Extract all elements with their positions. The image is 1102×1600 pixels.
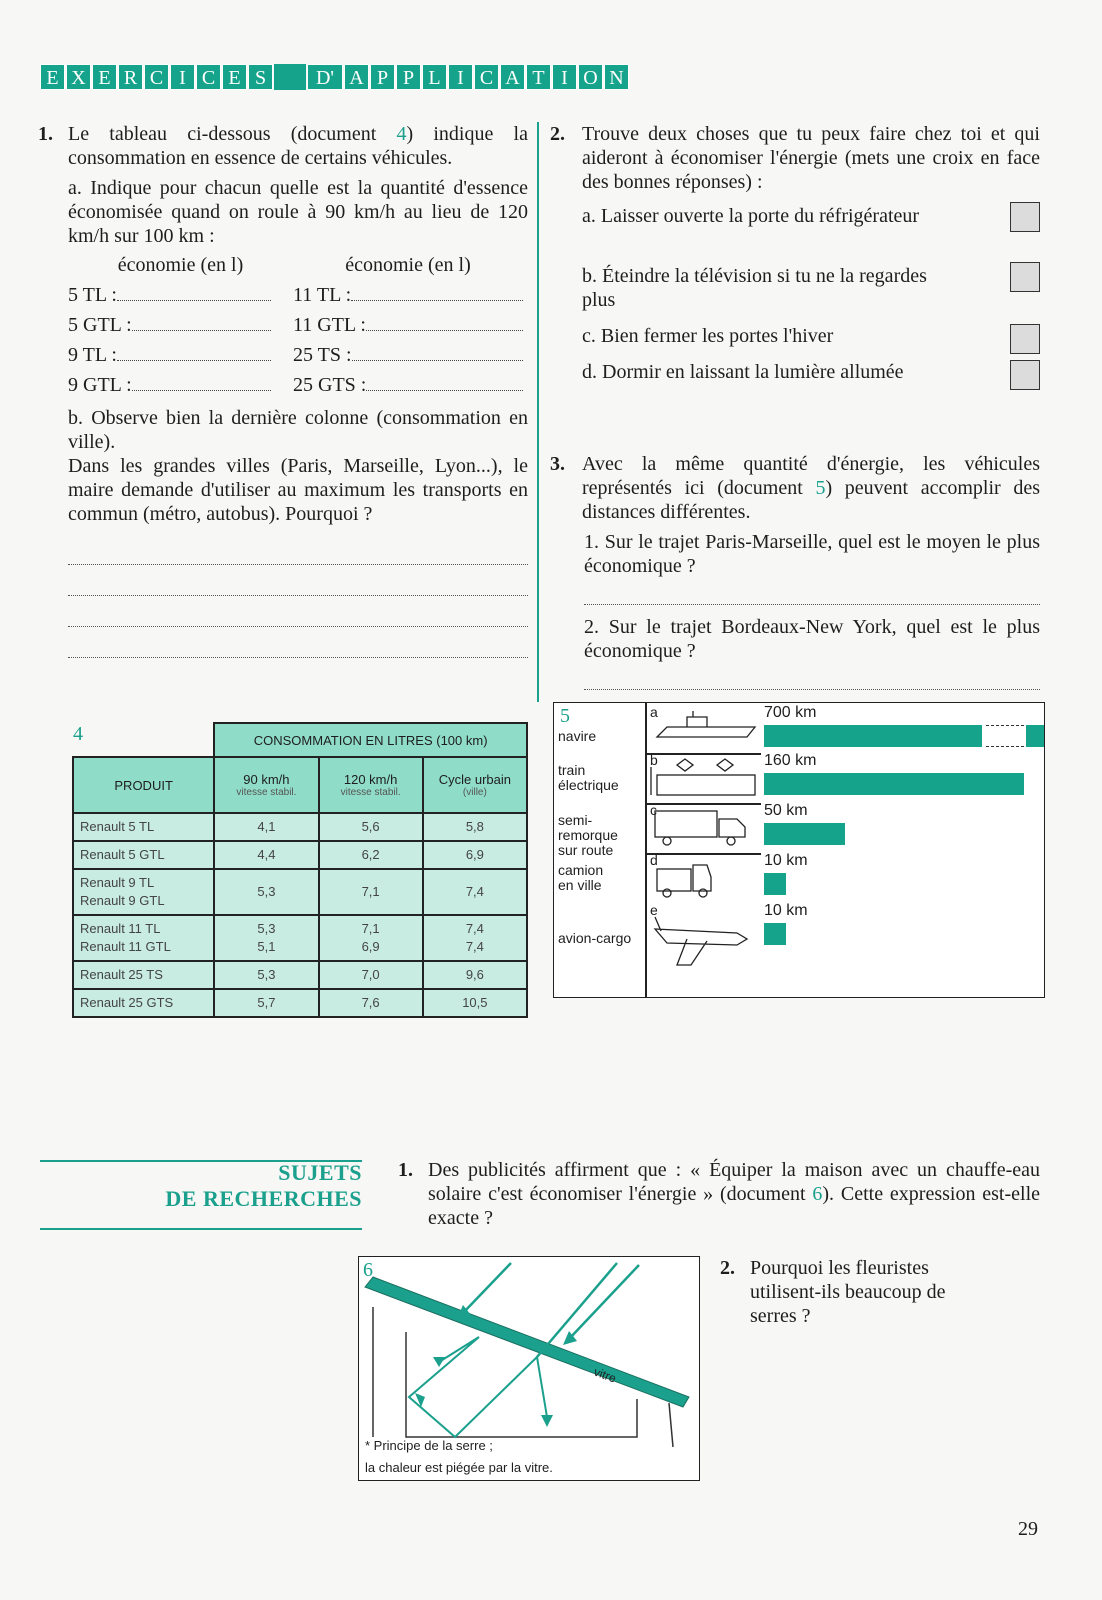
vehicle-name-line: camion: [558, 862, 604, 878]
option-row: [582, 360, 1040, 396]
economy-item: [68, 372, 293, 402]
option-row: [582, 204, 1040, 264]
header-letter: R: [118, 64, 143, 90]
cell-text: Renault 5 TL: [80, 819, 155, 834]
header-letter: O: [578, 64, 603, 90]
value-cell: [423, 869, 527, 915]
bar: [764, 773, 1024, 795]
option-label: d. Dormir en laissant la lumière allumée: [582, 361, 904, 383]
product-cell: [73, 961, 214, 989]
exercise-3-number: 3.: [550, 453, 565, 475]
doc6-caption-line-1: * Principe de la serre ;: [365, 1438, 493, 1453]
bar-value-label: 10 km: [764, 852, 808, 869]
economy-header-left: économie (en l): [117, 254, 244, 276]
economy-header-right: économie (en l): [345, 254, 471, 276]
cell-text: 5,7: [257, 995, 276, 1010]
col-120kmh-header: [319, 757, 423, 813]
axis-break: [986, 725, 1024, 747]
document-5: [553, 702, 1045, 998]
ship-icon: [687, 711, 707, 727]
cell-text: Renault 9 GTL: [80, 893, 165, 908]
doc4-label: 4: [73, 723, 83, 745]
consumption-table: [72, 722, 528, 1018]
vehicle-letter: c: [650, 802, 657, 818]
economy-item-label: 9 TL :: [68, 344, 117, 366]
product-cell: [73, 841, 214, 869]
economy-item: [293, 342, 523, 372]
vehicle-letter: a: [650, 704, 658, 720]
answer-line[interactable]: [68, 596, 528, 627]
table-group-header: CONSOMMATION EN LITRES (100 km): [214, 723, 527, 757]
cell-text: 9,6: [465, 967, 484, 982]
header-letter: T: [526, 64, 551, 90]
cell-text: Renault 11 GTL: [80, 939, 171, 954]
vehicle-name-line: sur route: [558, 842, 614, 858]
exercise-1-intro-a: Le tableau ci-dessous (document: [68, 123, 377, 145]
column-subtitle: (ville): [462, 787, 487, 798]
header-letter: C: [474, 64, 499, 90]
column-title: 90 km/h: [243, 772, 290, 787]
answer-line[interactable]: [68, 627, 528, 658]
value-cell: [319, 989, 423, 1017]
product-column-header: PRODUIT: [73, 757, 214, 813]
exercise-3-intro: [550, 452, 1040, 524]
value-cell: [423, 813, 527, 841]
table-row: [73, 915, 527, 961]
header-letter: I: [552, 64, 577, 90]
economy-answer-field[interactable]: [132, 312, 271, 331]
value-cell: [319, 961, 423, 989]
vehicle-name: [558, 763, 619, 793]
header-letter: A: [500, 64, 525, 90]
semi-trailer-icon: [663, 837, 671, 845]
product-cell: [73, 915, 214, 961]
economy-answer-field[interactable]: [117, 342, 271, 361]
header-letter: C: [196, 64, 221, 90]
bar-value-label: 10 km: [764, 902, 808, 919]
research-q1-number: 1.: [398, 1159, 413, 1181]
value-cell: [214, 989, 318, 1017]
exercise-1-intro: [38, 122, 528, 170]
economy-answer-field[interactable]: [366, 372, 523, 391]
vehicle-letter: d: [650, 852, 658, 868]
cell-text: 5,6: [361, 819, 380, 834]
value-cell: [423, 961, 527, 989]
recherches-title: [40, 1160, 362, 1212]
option-checkbox[interactable]: [1010, 324, 1040, 354]
product-cell: [73, 869, 214, 915]
value-cell: [319, 841, 423, 869]
economy-item-label: 5 GTL :: [68, 314, 132, 336]
doc5-reference: 5: [815, 477, 826, 499]
value-cell: [319, 869, 423, 915]
value-cell: [214, 961, 318, 989]
option-checkbox[interactable]: [1010, 262, 1040, 292]
cell-text: 10,5: [462, 995, 488, 1010]
research-q1-text-b: ). Cette expression est-elle exacte ?: [428, 1183, 1041, 1229]
value-cell: [423, 989, 527, 1017]
value-cell: [214, 869, 318, 915]
exercise-1-question-b2: Dans les grandes villes (Paris, Marseille, Lyon...), le maire demande d'utiliser au maximum les transports en commun (métro, autobus). Pourquoi ?: [68, 455, 528, 525]
cell-text: 6,2: [361, 847, 380, 862]
economy-answer-field[interactable]: [351, 282, 523, 301]
cell-text: Renault 5 GTL: [80, 847, 165, 862]
research-q1-text-a: Des publicités affirment que : « Équiper la maison avec un chauffe-eau solaire c'est économiser l'énergie » (document: [428, 1159, 1040, 1205]
header-letter: P: [370, 64, 395, 90]
bar: [764, 923, 786, 945]
economy-item-label: 9 GTL :: [68, 374, 132, 396]
column-title: Cycle urbain: [438, 772, 511, 787]
bar-tail: [1026, 725, 1044, 747]
section-header: [40, 64, 630, 92]
option-label: a. Laisser ouverte la porte du réfrigérateur: [582, 205, 920, 227]
exercise-1-intro-b: ) indique la consommation en essence de certains véhicules.: [68, 123, 528, 169]
col-urban-header: [423, 757, 527, 813]
exercise-1-question-a: a. Indique pour chacun quelle est la quantité d'essence économisée quand on roule à 90 km/h au lieu de 120 km/h sur 100 km :: [68, 177, 528, 247]
truck-icon: [693, 865, 711, 891]
answer-line[interactable]: [584, 578, 1040, 605]
truck-icon: [657, 869, 691, 891]
vehicle-name-line: avion-cargo: [558, 930, 632, 946]
doc6-label: 6: [363, 1259, 373, 1281]
glass-label: vitre: [591, 1364, 619, 1386]
product-cell: [73, 813, 214, 841]
exercise-2-number: 2.: [550, 123, 565, 145]
economy-item-label: 5 TL :: [68, 284, 117, 306]
table-row: [73, 961, 527, 989]
vehicle-letter: b: [650, 752, 658, 768]
column-subtitle: vitesse stabil.: [236, 787, 297, 798]
option-label: c. Bien fermer les portes l'hiver: [582, 325, 834, 347]
exercise-1: [38, 122, 528, 658]
bar: [764, 873, 786, 895]
ship-icon: [657, 727, 755, 737]
header-letter: P: [396, 64, 421, 90]
value-cell: [319, 915, 423, 961]
table-row: [73, 841, 527, 869]
doc4-reference: 4: [396, 123, 407, 145]
column-title: 120 km/h: [343, 772, 398, 787]
recherches-title-line-1: SUJETS: [278, 1160, 362, 1185]
truck-icon: [663, 889, 671, 897]
header-letter: C: [144, 64, 169, 90]
vehicle-name: [558, 729, 596, 744]
table-row: [73, 869, 527, 915]
option-row: [582, 324, 1040, 360]
value-cell: [319, 813, 423, 841]
header-letter: S: [248, 64, 273, 90]
column-subtitle: vitesse stabil.: [340, 787, 401, 798]
header-letter: E: [222, 64, 247, 90]
value-cell: [214, 915, 318, 961]
exercise-2: [550, 122, 1040, 396]
cell-text: 7,4: [465, 884, 484, 899]
economy-answer-field[interactable]: [132, 372, 271, 391]
cell-text: 7,1: [361, 884, 380, 899]
recherches-bottom-rule: [40, 1228, 362, 1230]
bar: [764, 823, 845, 845]
header-letter: L: [422, 64, 447, 90]
train-icon: [657, 775, 755, 795]
vehicle-name-line: en ville: [558, 877, 602, 893]
exercise-1-question-b1: b. Observe bien la dernière colonne (consommation en ville).: [68, 407, 528, 453]
economy-item-label: 25 GTS :: [293, 374, 367, 396]
doc6-reference: 6: [812, 1183, 823, 1205]
option-row: [582, 264, 1040, 324]
economy-answer-field[interactable]: [117, 282, 271, 301]
answer-line[interactable]: [68, 538, 528, 565]
exercise-1-number: 1.: [38, 123, 53, 145]
cell-text: 4,1: [257, 819, 276, 834]
header-letter: N: [604, 64, 629, 90]
vehicle-name-line: navire: [558, 728, 597, 744]
header-gap: [274, 64, 306, 90]
exercise-3: [550, 452, 1040, 690]
vehicle-name-line: train: [558, 762, 586, 778]
cell-text: Renault 9 TL: [80, 875, 155, 890]
exercise-2-intro: [550, 122, 1040, 194]
doc6-caption-line-2: la chaleur est piégée par la vitre.: [365, 1460, 553, 1475]
cell-text: Renault 25 TS: [80, 967, 163, 982]
cell-text: 7,4: [465, 921, 484, 936]
cell-text: 5,1: [257, 939, 276, 954]
economy-answer-field[interactable]: [366, 312, 523, 331]
header-letter: E: [92, 64, 117, 90]
economy-answer-field[interactable]: [352, 342, 523, 361]
vehicle-name: [558, 813, 618, 858]
cell-text: 6,9: [465, 847, 484, 862]
cell-text: Renault 25 GTS: [80, 995, 174, 1010]
exercise-3-question-1: 1. Sur le trajet Paris-Marseille, quel est le moyen le plus économique ?: [584, 531, 1040, 577]
value-cell: [214, 841, 318, 869]
research-q2-number: 2.: [720, 1257, 735, 1279]
economy-item: [293, 372, 523, 402]
answer-line[interactable]: [68, 565, 528, 596]
option-label: b. Éteindre la télévision si tu ne la regardes plus: [582, 265, 927, 311]
research-question-1: [398, 1158, 1040, 1230]
exercise-2-text: Trouve deux choses que tu peux faire chez toi et qui aideront à économiser l'énergie (mets une croix en face des bonnes réponses) :: [582, 123, 1040, 193]
economy-item: [293, 312, 523, 342]
cell-text: 5,3: [257, 884, 276, 899]
recherches-title-line-2: DE RECHERCHES: [165, 1186, 362, 1211]
economy-item: [68, 282, 293, 312]
cargo-plane-icon: [655, 917, 747, 965]
economy-item-label: 11 GTL :: [293, 314, 366, 336]
doc5-label: 5: [560, 705, 570, 727]
header-letter: I: [170, 64, 195, 90]
col-90kmh-header: [214, 757, 318, 813]
exercise-3-text-b: ) peuvent accomplir des distances différentes.: [582, 477, 1040, 523]
exercise-3-text-a: Avec la même quantité d'énergie, les véhicules représentés ici (document: [582, 453, 1040, 499]
economy-item-label: 25 TS :: [293, 344, 352, 366]
header-letter: I: [448, 64, 473, 90]
product-cell: [73, 989, 214, 1017]
vehicle-name: [558, 863, 603, 893]
value-cell: [423, 841, 527, 869]
header-letter: X: [66, 64, 91, 90]
truck-icon: [699, 889, 707, 897]
vehicle-name-line: semi-: [558, 812, 593, 828]
economy-item: [68, 312, 293, 342]
document-4: [72, 722, 528, 1018]
vehicle-icons: [647, 703, 762, 995]
page-number: 29: [1018, 1518, 1038, 1540]
cell-text: 7,0: [361, 967, 380, 982]
header-letter: D': [307, 64, 343, 90]
economy-item-label: 11 TL :: [293, 284, 352, 306]
semi-trailer-icon: [719, 819, 745, 837]
header-letter: A: [344, 64, 369, 90]
cell-text: 7,4: [465, 939, 484, 954]
option-checkbox[interactable]: [1010, 360, 1040, 390]
economy-item: [293, 282, 523, 312]
header-letter: E: [40, 64, 65, 90]
bar-value-label: 160 km: [764, 752, 817, 769]
document-6: [358, 1256, 700, 1481]
semi-trailer-icon: [655, 811, 717, 837]
answer-line[interactable]: [584, 663, 1040, 690]
cell-text: 6,9: [361, 939, 380, 954]
vehicle-name: [558, 931, 631, 946]
economy-item: [68, 342, 293, 372]
table-row: [73, 989, 527, 1017]
bar-value-label: 700 km: [764, 704, 817, 721]
bar-value-label: 50 km: [764, 802, 808, 819]
table-row: [73, 813, 527, 841]
research-q2-text: Pourquoi les fleuristes utilisent-ils beaucoup de serres ?: [750, 1257, 946, 1327]
vehicle-name-line: électrique: [558, 777, 619, 793]
vehicle-letter: e: [650, 902, 658, 918]
bar: [764, 725, 982, 747]
value-cell: [214, 813, 318, 841]
cell-text: Renault 11 TL: [80, 921, 161, 936]
value-cell: [423, 915, 527, 961]
cell-text: 5,3: [257, 921, 276, 936]
train-icon: [651, 759, 733, 795]
semi-trailer-icon: [727, 837, 735, 845]
vehicle-name-line: remorque: [558, 827, 618, 843]
research-question-2: [720, 1256, 970, 1328]
column-divider: [537, 122, 539, 702]
exercise-3-question-2: 2. Sur le trajet Bordeaux-New York, quel est le plus économique ?: [584, 616, 1040, 662]
cell-text: 7,6: [361, 995, 380, 1010]
option-checkbox[interactable]: [1010, 202, 1040, 232]
cell-text: 4,4: [257, 847, 276, 862]
cell-text: 5,3: [257, 967, 276, 982]
cell-text: 5,8: [465, 819, 484, 834]
cell-text: 7,1: [361, 921, 380, 936]
